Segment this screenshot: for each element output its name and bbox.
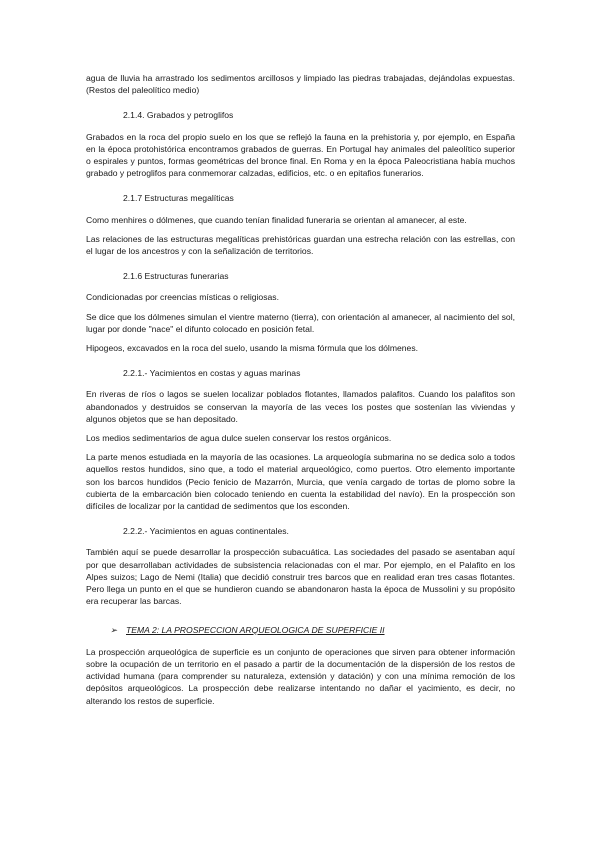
arrow-bullet-icon: ➢ [110,624,118,635]
section-heading-continentales: 2.2.2.- Yacimientos en aguas continentales. [123,526,289,537]
section-heading-funerarias: 2.1.6 Estructuras funerarias [123,271,229,282]
section-heading-megaliticas: 2.1.7 Estructuras megalíticas [123,193,234,204]
paragraph: Las relaciones de las estructuras megalíticas prehistóricas guardan una estrecha relación con las estrellas, con el lugar de los ancestros y con la señalización de territorios. [86,233,515,257]
chapter-title: TEMA 2: LA PROSPECCION ARQUEOLOGICA DE SUPERFICIE II [126,624,385,635]
paragraph: Se dice que los dólmenes simulan el vientre materno (tierra), con orientación al amanecer, al nacimiento del sol, lugar por donde "nace" el difunto colocado en posición fetal. [86,311,515,334]
paragraph: También aquí se puede desarrollar la prospección subacuática. Las sociedades del pasado se asentaban aquí por que desarrollaban actividades de subsistencia relacionadas con el mar. Por ejemplo, en el Palafito en los Alpes suizos; Lago de Nemi (Italia) que decidió construir tres barcos que en realidad eran tres casas flotantes. Pero llega un punto en el que se hundieron cuando se abandonaron hasta la época de Mussolini y su propósito era recuperar las barcas. [86,547,515,607]
paragraph: Grabados en la roca del propio suelo en los que se reflejó la fauna en la prehistoria y, por ejemplo, en España en la época protohistórica encontramos grabados de guerras. En Portugal hay animales del paleolítico superior o espirales y puntos, formas geométricas del bronce final. En Roma y en la época Paleocristiana había muchos grabado y petroglifos para conmemorar calzadas, edificios, etc. o en epitafios funerarios. [86,131,515,179]
paragraph: Hipogeos, excavados en la roca del suelo, usando la misma fórmula que los dólmenes. [86,343,419,354]
paragraph: Condicionadas por creencias místicas o religiosas. [86,292,279,303]
section-heading-grabados: 2.1.4. Grabados y petroglifos [123,110,234,121]
paragraph: La prospección arqueológica de superficie es un conjunto de operaciones que sirven para obtener información sobre la ocupación de un territorio en el pasado a partir de la documentación de la dispersión de los restos de actividad humana (para comprender su naturaleza, extensión y datación) y con una mínima remoción de los depósitos arqueológicos. La prospección debe realizarse intentando no dañar el yacimiento, es decir, no alterando los restos de superficie. [86,646,515,706]
paragraph: En riveras de ríos o lagos se suelen localizar poblados flotantes, llamados palafitos. Cuando los palafitos son abandonados y destruidos se conservan la mayoría de las veces los postes que sostenían las viviendas y algunos objetos que se han depositado. [86,389,515,424]
section-heading-costas: 2.2.1.- Yacimientos en costas y aguas marinas [123,368,301,379]
paragraph: Como menhires o dólmenes, que cuando tenían finalidad funeraria se orientan al amanecer, al este. [86,214,467,225]
chapter-heading [110,624,515,636]
page-content [86,72,515,714]
paragraph: Los medios sedimentarios de agua dulce suelen conservar los restos orgánicos. [86,433,392,444]
paragraph: agua de lluvia ha arrastrado los sedimentos arcillosos y limpiado las piedras trabajadas, dejándolas expuestas. (Restos del paleolítico medio) [86,73,515,96]
paragraph: La parte menos estudiada en la mayoría de las ocasiones. La arqueología submarina no se dedica solo a todos aquellos restos hundidos, sino que, a todo el material arqueológico, como puertos. Otro elemento importante son los barcos hundidos (Pecio fenicio de Mazarrón, Murcia, que venía cargado de tortas de plomo sobre la cubierta de la embarcación bien colocado teniendo en cuenta la estabilidad del navío). En la prospección son difíciles de localizar por la cantidad de sedimentos que los esconden. [86,452,515,512]
